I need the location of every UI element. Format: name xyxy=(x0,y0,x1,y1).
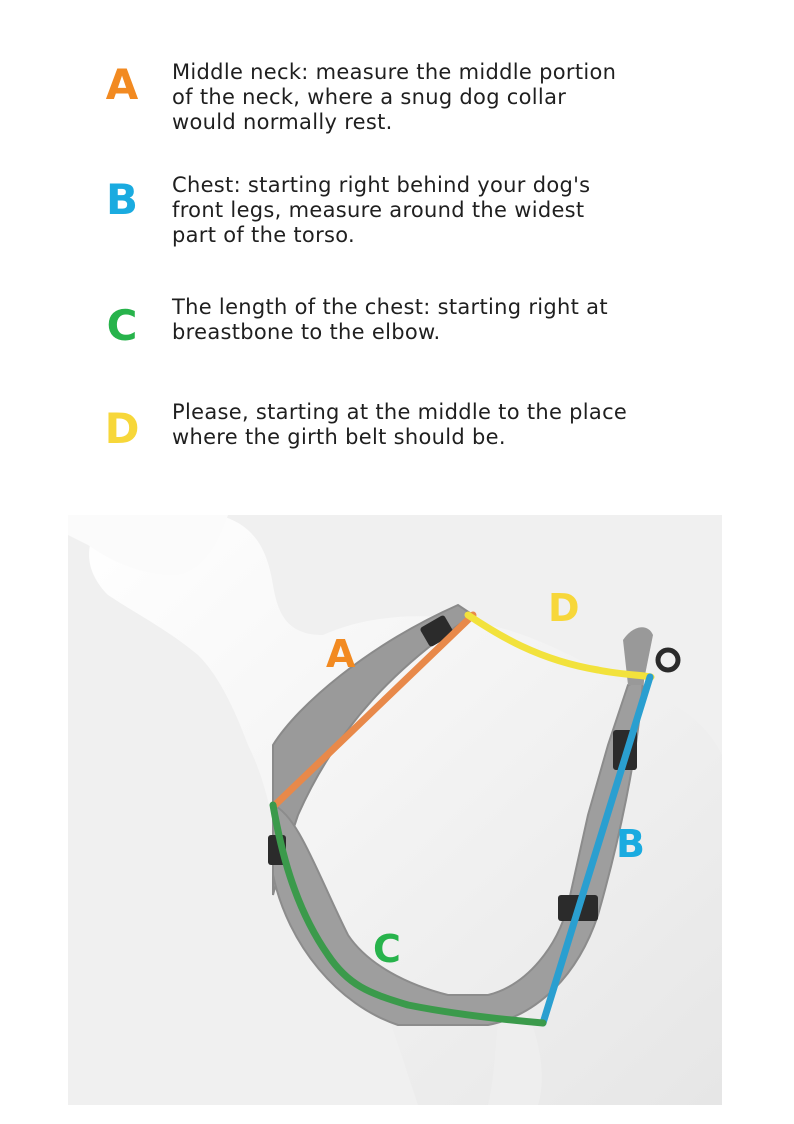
guide-item-a xyxy=(0,60,794,140)
label-c: C xyxy=(373,927,401,971)
guide-text-c: The length of the chest: starting right at breastbone to the elbow. xyxy=(172,295,608,344)
label-d: D xyxy=(548,586,580,630)
harness-diagram xyxy=(68,515,722,1105)
label-b: B xyxy=(616,822,645,866)
guide-letter-c: C xyxy=(106,301,138,350)
guide-item-d xyxy=(0,400,794,460)
guide-text-b: Chest: starting right behind your dog's front legs, measure around the widest part of the torso. xyxy=(172,173,591,247)
d-ring-icon xyxy=(658,650,678,670)
guide-item-c xyxy=(0,295,794,355)
harness-measurement-photo xyxy=(68,515,722,1105)
label-a: A xyxy=(326,632,356,676)
guide-letter-a: A xyxy=(105,60,139,109)
guide-letter-b: B xyxy=(105,175,138,224)
guide-text-a: Middle neck: measure the middle portion of the neck, where a snug dog collar would normally rest. xyxy=(172,60,617,134)
guide-item-b xyxy=(0,173,794,253)
guide-letter-d: D xyxy=(104,404,140,453)
guide-text-d: Please, starting at the middle to the place where the girth belt should be. xyxy=(172,400,628,449)
